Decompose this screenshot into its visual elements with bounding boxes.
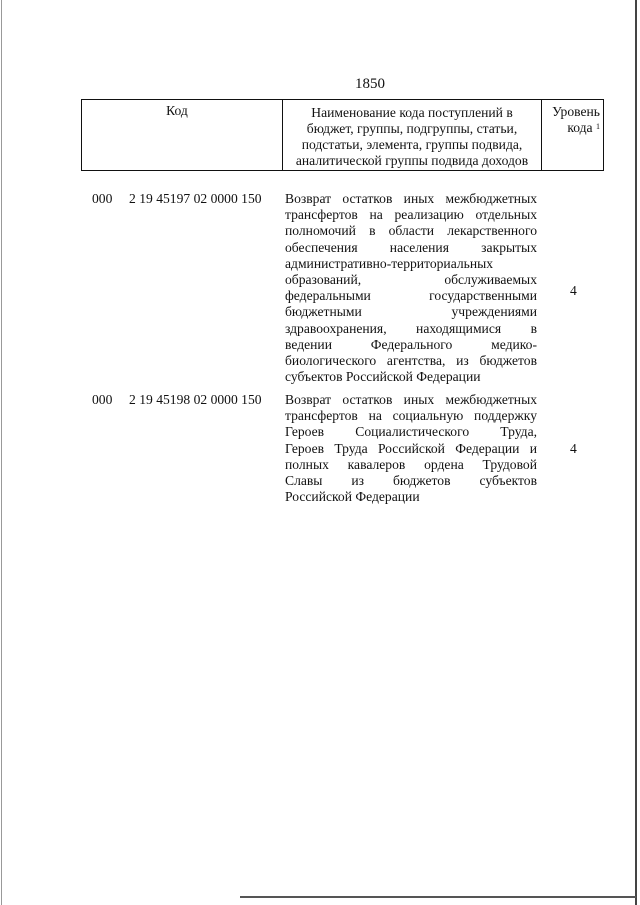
header-name-cell: [283, 100, 542, 170]
table-header: [81, 99, 604, 171]
code-level: 4: [570, 283, 577, 298]
code-description: [285, 392, 537, 505]
description-line: Героев Социалистического Труда,: [285, 424, 537, 440]
header-level-cell: [542, 100, 604, 170]
admin-code: 000: [92, 392, 113, 407]
description-line: здравоохранения, находящимися в: [285, 320, 537, 336]
description-line: трансфертов на реализацию отдельных: [285, 207, 537, 223]
code-description: [285, 191, 537, 385]
header-name-line: Наименование кода поступлений в: [311, 105, 513, 120]
header-name-line: подстатьи, элемента, группы подвида,: [301, 137, 523, 152]
description-line: бюджетными учреждениями: [285, 304, 537, 320]
page-number: 1850: [355, 76, 385, 92]
description-line: Возврат остатков иных межбюджетных: [285, 392, 537, 407]
description-line: образований, обслуживаемых: [285, 271, 537, 287]
header-level-word: кода: [567, 120, 593, 135]
scan-bottom-edge: [240, 896, 636, 898]
header-code-cell: [82, 100, 283, 170]
budget-code: 2 19 45197 02 0000 150: [129, 191, 262, 206]
description-line: федеральными государственными: [285, 288, 537, 304]
scan-right-edge: [635, 0, 637, 905]
admin-code: 000: [92, 191, 113, 206]
description-line: трансфертов на социальную поддержку: [285, 408, 537, 424]
footnote-marker: 1: [596, 122, 600, 131]
description-line: Героев Труда Российской Федерации и: [285, 440, 537, 456]
description-line: биологического агентства, из бюджетов: [285, 352, 537, 368]
header-name-line: аналитической группы подвида доходов: [295, 153, 529, 168]
budget-code: 2 19 45198 02 0000 150: [129, 392, 262, 407]
scan-left-edge: [1, 0, 2, 905]
description-line: Славы из бюджетов субъектов: [285, 472, 537, 488]
description-line: обеспечения населения закрытых: [285, 239, 537, 255]
header-level-line: Уровень: [552, 104, 600, 119]
description-line: полных кавалеров ордена Трудовой: [285, 456, 537, 472]
description-line: субъектов Российской Федерации: [285, 369, 481, 385]
header-code-label: Код: [166, 103, 188, 118]
description-line: полномочий в области лекарственного: [285, 223, 537, 239]
description-line: Российской Федерации: [285, 489, 420, 505]
description-line: Возврат остатков иных межбюджетных: [285, 191, 537, 206]
description-line: административно-территориальных: [285, 255, 494, 271]
header-name-line: бюджет, группы, подгруппы, статьи,: [306, 121, 518, 136]
header-level-line: [542, 120, 600, 136]
code-level: 4: [570, 441, 577, 456]
description-line: ведении Федерального медико-: [285, 336, 537, 352]
